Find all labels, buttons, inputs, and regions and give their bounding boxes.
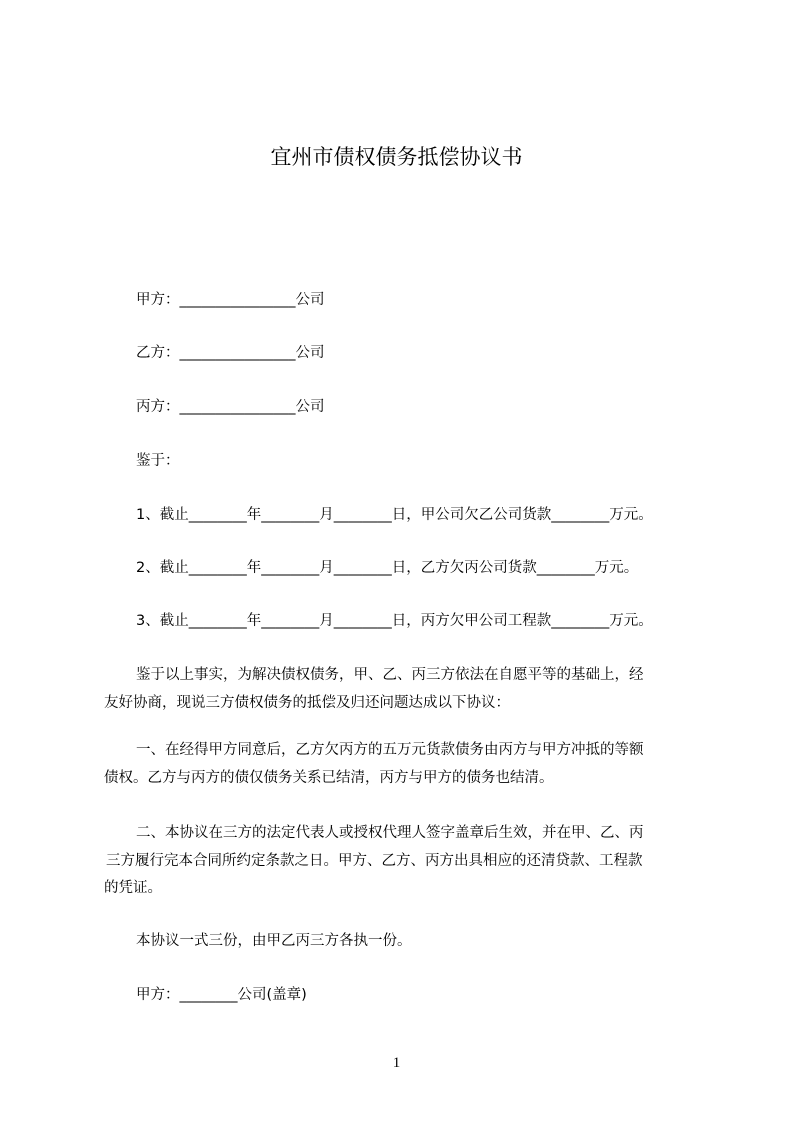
- party-c: 丙方：________________公司: [136, 399, 325, 415]
- whereas-label: 鉴于：: [136, 453, 180, 469]
- clause-1-line-2: 债权。乙方与丙方的债仅债务关系已结清，丙方与甲方的债务也结清。: [104, 770, 554, 786]
- party-b: 乙方：________________公司: [136, 345, 325, 361]
- page-number: 1: [392, 1055, 401, 1071]
- copies-statement: 本协议一式三份，由甲乙丙三方各执一份。: [136, 933, 412, 949]
- document-title: 宜州市债权债务抵偿协议书: [270, 145, 523, 169]
- debt-item-1: 1、截止________年________月________日，甲公司欠乙公司货款________万元。: [136, 507, 653, 523]
- clause-2-line-1: 二、本协议在三方的法定代表人或授权代理人签字盖章后生效，并在甲、乙、丙: [136, 825, 644, 841]
- debt-item-3: 3、截止________年________月________日，丙方欠甲公司工程款________万元。: [136, 613, 653, 629]
- preamble-line-1: 鉴于以上事实，为解决债权债务，甲、乙、丙三方依法在自愿平等的基础上，经: [136, 667, 644, 683]
- debt-item-2: 2、截止________年________月________日，乙方欠丙公司货款________万元。: [136, 560, 639, 576]
- clause-2-line-2: 三方履行完本合同所约定条款之日。甲方、乙方、丙方出具相应的还清贷款、工程款: [106, 853, 643, 869]
- clause-1-line-1: 一、在经得甲方同意后，乙方欠丙方的五万元货款债务由丙方与甲方冲抵的等额: [136, 742, 644, 758]
- party-a: 甲方：________________公司: [136, 292, 325, 308]
- clause-2-line-3: 的凭证。: [104, 880, 162, 896]
- signature-party-a: 甲方：________公司(盖章): [136, 987, 307, 1003]
- preamble-line-2: 友好协商，现说三方债权债务的抵偿及归还问题达成以下协议：: [104, 695, 510, 711]
